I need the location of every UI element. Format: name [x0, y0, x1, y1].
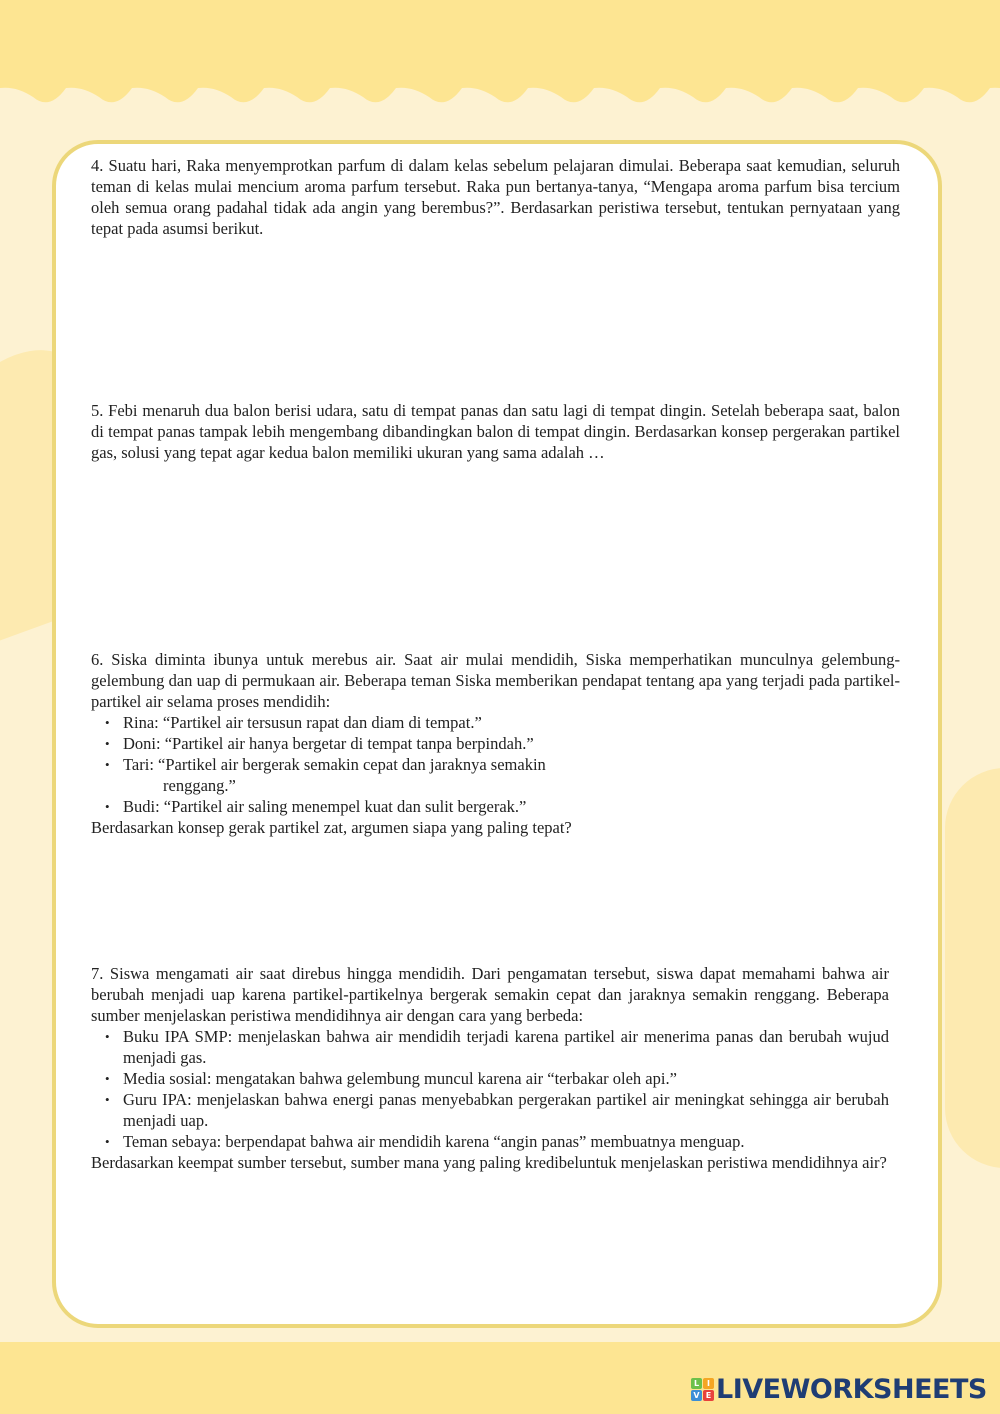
- wavy-top-banner: [0, 0, 1000, 120]
- question-5-text: 5. Febi menaruh dua balon berisi udara, satu di tempat panas dan satu lagi di tempat dingin. Setelah beberapa saat, balon di tempat panas tampak lebih mengembang dibandingkan balon di tempat dingin. Berdasarkan konsep pergerakan partikel gas, solusi yang tepat agar kedua balon memiliki ukuran yang sama adalah …: [91, 401, 900, 462]
- list-item: • Doni: “Partikel air hanya bergetar di tempat tanpa berpindah.”: [91, 733, 900, 754]
- question-5: [91, 400, 900, 463]
- logo-tile: L: [691, 1378, 702, 1389]
- question-7-intro: 7. Siswa mengamati air saat direbus hingga mendidih. Dari pengamatan tersebut, siswa dapat memahami bahwa air berubah menjadi uap karena partikel-partikelnya bergerak semakin cepat dan jaraknya semakin renggang. Beberapa sumber menjelaskan peristiwa mendidihnya air dengan cara yang berbeda:: [91, 964, 889, 1025]
- list-item: • Teman sebaya: berpendapat bahwa air mendidih karena “angin panas” membuatnya menguap.: [91, 1131, 889, 1152]
- question-4: [91, 155, 900, 239]
- list-item: • Media sosial: mengatakan bahwa gelembung muncul karena air “terbakar oleh api.”: [91, 1068, 889, 1089]
- list-item: • Rina: “Partikel air tersusun rapat dan diam di tempat.”: [91, 712, 900, 733]
- question-6: [91, 649, 900, 838]
- question-6-prompt: Berdasarkan konsep gerak partikel zat, argumen siapa yang paling tepat?: [91, 818, 572, 837]
- list-item: • Tari: “Partikel air bergerak semakin cepat dan jaraknya semakin renggang.”: [91, 754, 900, 796]
- question-7-prompt: Berdasarkan keempat sumber tersebut, sumber mana yang paling kredibeluntuk menjelaskan peristiwa mendidihnya air?: [91, 1153, 887, 1172]
- list-item: • Buku IPA SMP: menjelaskan bahwa air mendidih terjadi karena partikel air menerima panas dan berubah wujud menjadi gas.: [91, 1026, 889, 1068]
- decorative-blob-right: [945, 768, 1000, 1168]
- liveworksheets-logo[interactable]: [691, 1374, 987, 1404]
- list-item: • Guru IPA: menjelaskan bahwa energi panas menyebabkan pergerakan partikel air meningkat sehingga air berubah menjadi uap.: [91, 1089, 889, 1131]
- question-6-intro: 6. Siska diminta ibunya untuk merebus air. Saat air mulai mendidih, Siska memperhatikan munculnya gelembung-gelembung dan uap di permukaan air. Beberapa teman Siska memberikan pendapat tentang apa yang terjadi pada partikel-partikel air selama proses mendidih:: [91, 650, 900, 711]
- logo-tile: I: [703, 1378, 714, 1389]
- question-7: [91, 963, 889, 1173]
- question-7-source-list: [91, 1026, 889, 1152]
- logo-tile: V: [691, 1390, 702, 1401]
- question-6-opinion-list: [91, 712, 900, 817]
- list-item: • Budi: “Partikel air saling menempel kuat dan sulit bergerak.”: [91, 796, 900, 817]
- logo-tile: E: [703, 1390, 714, 1401]
- question-4-text: 4. Suatu hari, Raka menyemprotkan parfum di dalam kelas sebelum pelajaran dimulai. Beberapa saat kemudian, seluruh teman di kelas mulai mencium aroma parfum tersebut. Raka pun bertanya-tanya, “Mengapa aroma parfum bisa tercium oleh semua orang padahal tidak ada angin yang berembus?”. Berdasarkan peristiwa tersebut, tentukan pernyataan yang tepat pada asumsi berikut.: [91, 156, 900, 238]
- live-tiles-icon: [691, 1378, 714, 1401]
- brand-name: LIVEWORKSHEETS: [716, 1373, 987, 1405]
